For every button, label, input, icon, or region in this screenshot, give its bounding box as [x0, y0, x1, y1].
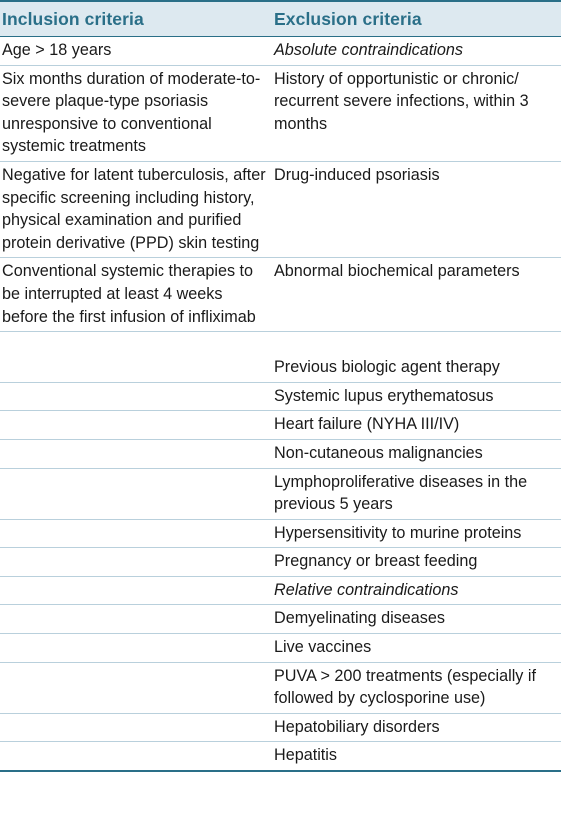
inclusion-cell [0, 663, 274, 668]
table-row [0, 469, 561, 520]
inclusion-cell [0, 469, 274, 474]
exclusion-cell: Live vaccines [274, 638, 372, 657]
inclusion-cell [0, 634, 274, 639]
table-row [0, 634, 561, 663]
exclusion-cell: Hepatobiliary disorders [274, 717, 440, 736]
table-row [0, 742, 561, 772]
inclusion-cell [0, 383, 274, 388]
header-inclusion: Inclusion criteria [2, 8, 144, 29]
table-row [0, 162, 561, 258]
exclusion-cell: Non-cutaneous malignancies [274, 443, 483, 462]
inclusion-cell [0, 354, 274, 359]
row-spacer [0, 332, 561, 354]
exclusion-cell: Hypersensitivity to murine proteins [274, 523, 522, 542]
table-row [0, 411, 561, 440]
inclusion-cell: Age > 18 years [2, 41, 112, 59]
exclusion-cell: Drug-induced psoriasis [274, 165, 440, 184]
inclusion-cell [0, 605, 274, 610]
exclusion-cell: Heart failure (NYHA III/IV) [274, 415, 460, 434]
inclusion-cell [0, 411, 274, 416]
table-header-row [0, 2, 561, 36]
exclusion-cell: Hepatitis [274, 746, 337, 765]
exclusion-cell: Abnormal biochemical parameters [274, 262, 520, 281]
inclusion-cell [0, 714, 274, 719]
inclusion-cell [0, 577, 274, 582]
exclusion-cell: Lymphoproliferative diseases in the previous 5 years [274, 472, 528, 514]
exclusion-cell: Demyelinating diseases [274, 609, 445, 628]
inclusion-cell: Six months duration of moderate-to-severe plaque-type psoriasis unresponsive to conventional systemic treatments [2, 69, 261, 156]
exclusion-cell: History of opportunistic or chronic/ recurrent severe infections, within 3 months [274, 69, 529, 133]
table-row [0, 548, 561, 577]
exclusion-cell: Relative contraindications [274, 580, 459, 599]
table-row [0, 66, 561, 162]
table-row [0, 520, 561, 549]
exclusion-cell: Absolute contraindications [274, 41, 463, 59]
inclusion-cell [0, 520, 274, 525]
exclusion-cell: Pregnancy or breast feeding [274, 552, 478, 571]
table-row [0, 714, 561, 743]
exclusion-cell: Previous biologic agent therapy [274, 358, 500, 377]
exclusion-cell: PUVA > 200 treatments (especially if followed by cyclosporine use) [274, 666, 536, 708]
exclusion-cell: Systemic lupus erythematosus [274, 386, 494, 405]
table-row [0, 663, 561, 714]
table-row [0, 354, 561, 383]
inclusion-cell: Negative for latent tuberculosis, after specific screening including history, physical examination and purified protein derivative (PPD) skin testing [2, 165, 266, 252]
header-exclusion: Exclusion criteria [274, 8, 422, 29]
table-row [0, 258, 561, 332]
inclusion-cell [0, 440, 274, 445]
table-row [0, 37, 561, 66]
table-row [0, 605, 561, 634]
table-row [0, 383, 561, 412]
inclusion-cell: Conventional systemic therapies to be interrupted at least 4 weeks before the first infusion of infliximab [2, 262, 256, 326]
table-row [0, 577, 561, 606]
inclusion-cell [0, 548, 274, 553]
table-row [0, 440, 561, 469]
inclusion-cell [0, 742, 274, 747]
